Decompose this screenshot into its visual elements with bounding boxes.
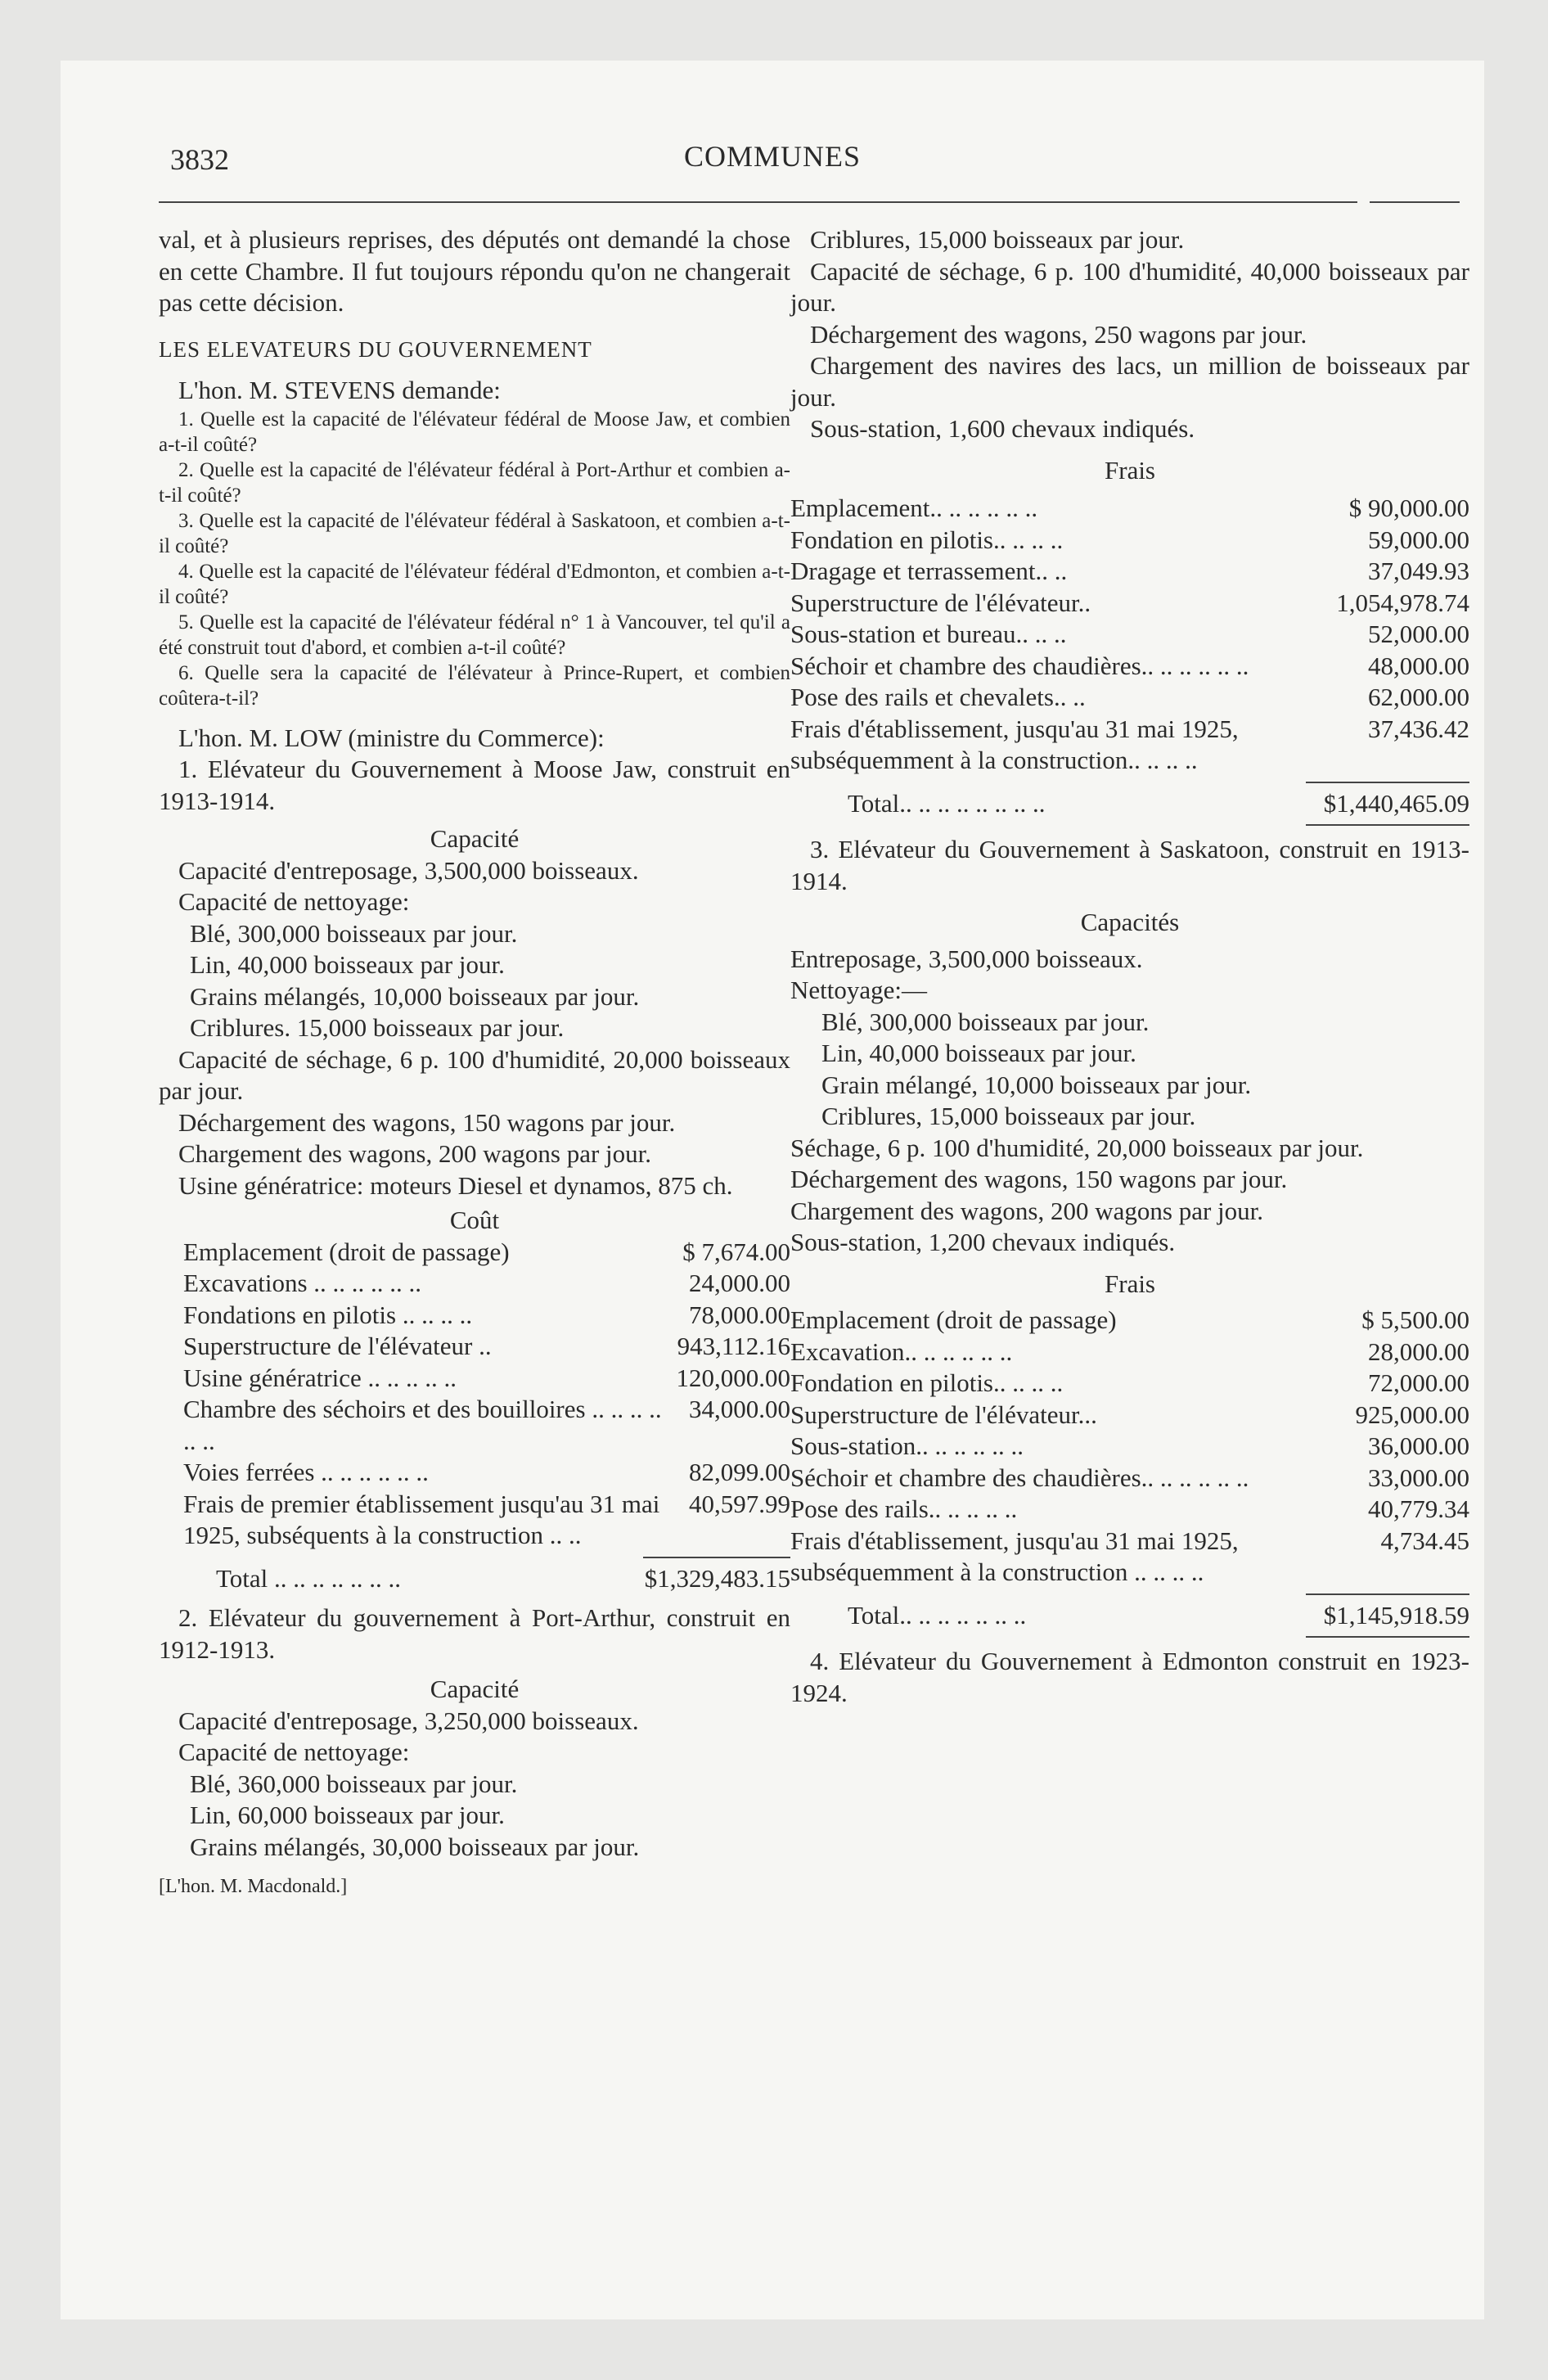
cost-amount: 48,000.00 [1368, 651, 1469, 680]
total-row [790, 788, 1469, 820]
total-rule [1306, 1593, 1469, 1595]
text-line: Blé, 300,000 boisseaux par jour. [821, 1007, 1150, 1036]
text-line: Chargement des wagons, 200 wagons par jour. [178, 1139, 651, 1168]
text-line: Lin, 60,000 boisseaux par jour. [190, 1801, 505, 1829]
text-line: Déchargement des wagons, 150 wagons par jour. [178, 1107, 676, 1137]
cost-label: Fondations en pilotis .. .. .. .. [183, 1300, 473, 1329]
cost-row [790, 525, 1469, 557]
cost-label: Pose des rails et chevalets.. .. [790, 683, 1086, 711]
cost-row [790, 1400, 1469, 1431]
cost-row [790, 493, 1469, 525]
cost-row [183, 1268, 790, 1300]
cost-amount: 34,000.00 [689, 1395, 790, 1423]
text-line: Grain mélangé, 10,000 boisseaux par jour. [821, 1070, 1252, 1099]
elevator-3-title: 3. Elévateur du Gouvernement à Saskatoon, construit en 1913-1914. [790, 835, 1469, 895]
cost-amount: 943,112.16 [677, 1332, 790, 1360]
cost-amount: 82,099.00 [689, 1458, 790, 1486]
cost-row [183, 1489, 790, 1552]
text-line: Capacité de séchage, 6 p. 100 d'humidité, 20,000 boisseaux par jour. [159, 1044, 790, 1105]
text-line: Criblures. 15,000 boisseaux par jour. [190, 1013, 565, 1042]
question-item: 4. Quelle est la capacité de l'élévateur fédéral d'Edmonton, et combien a-t-il coûté? [159, 560, 790, 608]
total-amount: $1,145,918.59 [1323, 1600, 1469, 1629]
page-header [61, 61, 1484, 224]
question-item: 6. Quelle sera la capacité de l'élévateur à Prince-Rupert, et combien coûtera-t-il? [159, 661, 790, 710]
text-line: Capacité de nettoyage: [178, 1738, 410, 1766]
cost-label: Sous-station et bureau.. .. .. [790, 620, 1067, 648]
cost-label: Fondation en pilotis.. .. .. .. [790, 525, 1064, 554]
question-item: 1. Quelle est la capacité de l'élévateur fédéral de Moose Jaw, et combien a-t-il coûté? [159, 408, 790, 456]
cost-label: Séchoir et chambre des chaudières.. .. .. .. .. .. [790, 651, 1249, 680]
cost-row [183, 1237, 790, 1269]
question-list [159, 407, 790, 711]
text-line: Criblures, 15,000 boisseaux par jour. [810, 225, 1185, 254]
cost-row [183, 1331, 790, 1363]
cost-amount: 37,436.42 [1368, 714, 1469, 743]
document-page [61, 61, 1484, 2319]
cost-amount: 925,000.00 [1355, 1400, 1469, 1429]
text-line: Lin, 40,000 boisseaux par jour. [190, 950, 505, 979]
text-line: Chargement des wagons, 200 wagons par jour. [790, 1196, 1263, 1225]
cost-row [183, 1300, 790, 1332]
elevator-2-frais-heading: Frais [1105, 455, 1155, 485]
elevator-3-capacity-heading: Capacités [1080, 908, 1180, 936]
cost-label: Sous-station.. .. .. .. .. .. [790, 1431, 1024, 1460]
elevator-2-capacity-heading: Capacité [430, 1675, 520, 1703]
text-line: Capacité d'entreposage, 3,500,000 boisseaux. [178, 855, 639, 885]
header-rule [159, 201, 1357, 203]
section-title: LES ELEVATEURS DU GOUVERNEMENT [159, 336, 592, 362]
total-row [183, 1563, 790, 1595]
elevator-3-cost-table [790, 1305, 1469, 1638]
cost-amount: 36,000.00 [1368, 1431, 1469, 1460]
total-rule [643, 1557, 790, 1558]
cost-row [790, 682, 1469, 714]
text-line: Déchargement des wagons, 150 wagons par jour. [790, 1165, 1288, 1193]
cost-label: Emplacement.. .. .. .. .. .. [790, 494, 1038, 522]
text-line: Blé, 360,000 boisseaux par jour. [190, 1769, 518, 1798]
page-footer: [L'hon. M. Macdonald.] [159, 1876, 348, 1897]
total-rule [1306, 782, 1469, 783]
cost-amount: 72,000.00 [1368, 1368, 1469, 1397]
running-head: COMMUNES [683, 140, 862, 173]
cost-label: Séchoir et chambre des chaudières.. .. .. .. .. .. [790, 1463, 1249, 1492]
elevator-4-title: 4. Elévateur du Gouvernement à Edmonton construit en 1923-1924. [790, 1647, 1469, 1707]
cost-row [790, 619, 1469, 651]
cost-amount: $ 90,000.00 [1348, 494, 1469, 522]
total-rule [1306, 1636, 1469, 1638]
cost-label: Fondation en pilotis.. .. .. .. [790, 1368, 1064, 1397]
cost-amount: $ 5,500.00 [1361, 1305, 1469, 1334]
cost-amount: $ 7,674.00 [682, 1237, 790, 1266]
cost-amount: 24,000.00 [689, 1269, 790, 1297]
cost-row [790, 1494, 1469, 1526]
cost-label: Usine génératrice .. .. .. .. .. [183, 1363, 457, 1392]
text-line: Criblures, 15,000 boisseaux par jour. [821, 1102, 1196, 1130]
cost-row [790, 714, 1469, 777]
total-rule [1306, 824, 1469, 826]
text-line: Séchage, 6 p. 100 d'humidité, 20,000 boisseaux par jour. [790, 1133, 1364, 1162]
cost-row [790, 1463, 1469, 1494]
cost-amount: 1,054,978.74 [1336, 588, 1469, 617]
text-line: Déchargement des wagons, 250 wagons par jour. [810, 319, 1307, 349]
text-line: Blé, 300,000 boisseaux par jour. [190, 918, 518, 948]
cost-label: Voies ferrées .. .. .. .. .. .. [183, 1458, 429, 1486]
cost-label: Emplacement (droit de passage) [790, 1305, 1117, 1334]
cost-amount: 37,049.93 [1368, 557, 1469, 585]
cost-row [790, 1526, 1469, 1589]
text-line: Chargement des navires des lacs, un million de boisseaux par jour. [790, 351, 1469, 412]
cost-label: Superstructure de l'élévateur.. [790, 588, 1091, 617]
text-line: Sous-station, 1,600 chevaux indiqués. [810, 414, 1195, 443]
cost-row [790, 1368, 1469, 1400]
cost-label: Emplacement (droit de passage) [183, 1237, 510, 1266]
elevator-3-frais-heading: Frais [1105, 1269, 1155, 1298]
asker-line: L'hon. M. STEVENS demande: [178, 376, 501, 404]
cost-row [790, 1431, 1469, 1463]
header-rule-short [1370, 201, 1460, 203]
text-line: Grains mélangés, 30,000 boisseaux par jour. [190, 1832, 640, 1861]
text-line: Lin, 40,000 boisseaux par jour. [821, 1039, 1136, 1067]
cost-amount: 120,000.00 [676, 1363, 790, 1392]
right-column [790, 224, 1469, 1709]
cost-amount: 28,000.00 [1368, 1336, 1469, 1366]
cost-amount: 4,734.45 [1380, 1526, 1469, 1555]
cost-label: Frais d'établissement, jusqu'au 31 mai 1925, subséquemment à la construction.. .. .. .. [790, 714, 1245, 774]
cost-label: Dragage et terrassement.. .. [790, 557, 1068, 585]
elevator-1-capacity-heading: Capacité [430, 824, 520, 853]
question-item: 3. Quelle est la capacité de l'élévateur fédéral à Saskatoon, et combien a-t-il coûté? [159, 509, 790, 557]
cost-label: Frais d'établissement, jusqu'au 31 mai 1925, subséquemment à la construction .. .. .. .. [790, 1526, 1245, 1586]
cost-row [183, 1457, 790, 1489]
cost-amount: 40,779.34 [1368, 1494, 1469, 1523]
cost-amount: 59,000.00 [1368, 525, 1469, 554]
cost-amount: 62,000.00 [1368, 683, 1469, 711]
cost-amount: 33,000.00 [1368, 1463, 1469, 1492]
cost-row [790, 1336, 1469, 1368]
elevator-2-cost-table [790, 493, 1469, 826]
text-line: Capacité de nettoyage: [178, 887, 410, 916]
text-line: Entreposage, 3,500,000 boisseaux. [790, 944, 1143, 973]
text-line: Capacité d'entreposage, 3,250,000 boisseaux. [178, 1706, 639, 1735]
cost-row [183, 1394, 790, 1457]
cost-amount: 78,000.00 [689, 1300, 790, 1329]
cost-label: Superstructure de l'élévateur .. [183, 1332, 492, 1360]
elevator-1-cost-table [159, 1237, 790, 1595]
question-item: 2. Quelle est la capacité de l'élévateur fédéral à Port-Arthur et combien a-t-il coûté? [159, 458, 790, 507]
elevator-1-cost-heading: Coût [449, 1206, 500, 1234]
cost-amount: 40,597.99 [689, 1489, 790, 1518]
cost-label: Excavations .. .. .. .. .. .. [183, 1269, 422, 1297]
cost-row [790, 1305, 1469, 1336]
text-line: Capacité de séchage, 6 p. 100 d'humidité, 40,000 boisseaux par jour. [790, 256, 1469, 317]
total-label: Total.. .. .. .. .. .. .. [848, 1600, 1027, 1629]
cost-amount: 52,000.00 [1368, 620, 1469, 648]
left-column [159, 224, 790, 1903]
cost-label: Chambre des séchoirs et des bouilloires .. .. .. .. .. .. [183, 1395, 668, 1455]
answerer-line: L'hon. M. LOW (ministre du Commerce): [178, 723, 605, 752]
page-number: 3832 [170, 143, 229, 176]
total-row [790, 1600, 1469, 1632]
text-line: Usine génératrice: moteurs Diesel et dynamos, 875 ch. [178, 1170, 733, 1200]
total-label: Total.. .. .. .. .. .. .. .. [848, 788, 1046, 818]
text-line: Grains mélangés, 10,000 boisseaux par jour. [190, 981, 640, 1011]
cost-row [790, 588, 1469, 620]
cost-row [183, 1363, 790, 1395]
cost-label: Pose des rails.. .. .. .. .. [790, 1494, 1018, 1523]
elevator-1-title: 1. Elévateur du Gouvernement à Moose Jaw, construit en 1913-1914. [159, 755, 790, 815]
cost-row [790, 651, 1469, 683]
question-item: 5. Quelle est la capacité de l'élévateur fédéral n° 1 à Vancouver, tel qu'il a été construit tout d'abord, et combien a-t-il coûté? [159, 611, 790, 659]
total-amount: $1,440,465.09 [1323, 788, 1469, 818]
elevator-2-title: 2. Elévateur du gouvernement à Port-Arthur, construit en 1912-1913. [159, 1603, 790, 1664]
cost-label: Superstructure de l'élévateur... [790, 1400, 1097, 1429]
cost-label: Frais de premier établissement jusqu'au 31 mai 1925, subséquents à la construction .. .. [183, 1489, 667, 1549]
intro-paragraph: val, et à plusieurs reprises, des députés ont demandé la chose en cette Chambre. Il fut toujours répondu qu'on ne changerait pas cette décision. [159, 225, 790, 317]
total-amount: $1,329,483.15 [644, 1563, 790, 1593]
cost-row [790, 556, 1469, 588]
cost-label: Excavation.. .. .. .. .. .. [790, 1336, 1013, 1366]
total-label: Total .. .. .. .. .. .. .. [216, 1563, 402, 1593]
text-line: Nettoyage:— [790, 976, 928, 1004]
text-line: Sous-station, 1,200 chevaux indiqués. [790, 1228, 1176, 1256]
